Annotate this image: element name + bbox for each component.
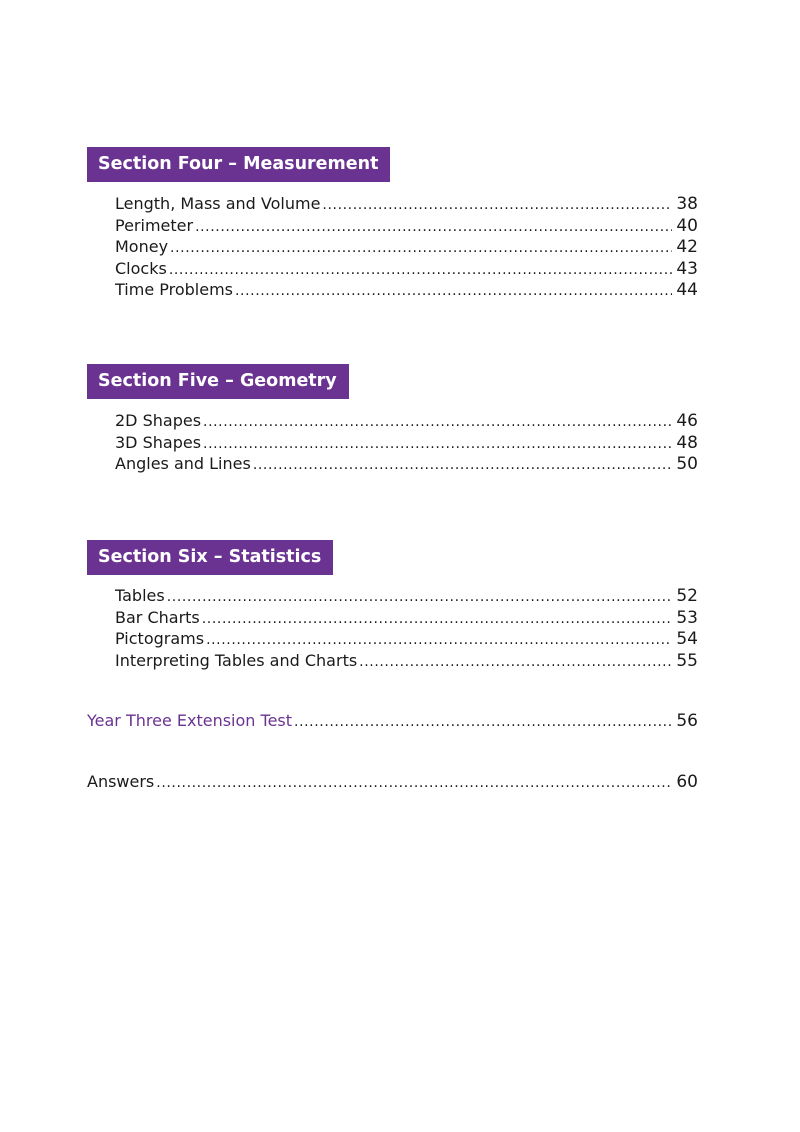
extension-test-label: Year Three Extension Test <box>87 711 293 730</box>
answers-entry[interactable] <box>87 771 698 793</box>
toc-entry[interactable] <box>115 628 698 650</box>
toc-entry[interactable] <box>115 236 698 258</box>
toc-entry-label: Clocks <box>115 258 167 278</box>
dot-leader <box>294 712 672 734</box>
section-four-list <box>115 193 698 301</box>
toc-entry-page: 54 <box>676 629 698 649</box>
toc-entry-page: 52 <box>676 586 698 606</box>
section-five-header: Section Five – Geometry <box>87 364 349 399</box>
dot-leader <box>195 217 672 239</box>
extension-test-entry[interactable] <box>87 710 698 732</box>
section-four-header: Section Four – Measurement <box>87 147 390 182</box>
toc-entry-label: Time Problems <box>115 280 233 299</box>
section-six-list <box>115 585 698 671</box>
dot-leader <box>206 630 672 652</box>
dot-leader <box>203 434 672 456</box>
toc-entry-page: 42 <box>676 237 698 257</box>
dot-leader <box>169 260 673 282</box>
toc-entry[interactable] <box>115 410 698 432</box>
toc-entry-label: Bar Charts <box>115 607 200 627</box>
dot-leader <box>156 773 672 795</box>
toc-entry[interactable] <box>115 258 698 280</box>
answers-page: 60 <box>676 772 698 792</box>
dot-leader <box>322 195 672 217</box>
toc-entry-page: 55 <box>676 650 698 671</box>
dot-leader <box>203 412 672 434</box>
toc-entry[interactable] <box>115 650 698 672</box>
dot-leader <box>167 587 673 609</box>
toc-entry-page: 40 <box>676 215 698 236</box>
toc-entry-label: Angles and Lines <box>115 454 251 473</box>
toc-entry[interactable] <box>115 432 698 454</box>
dot-leader <box>359 652 672 674</box>
toc-entry[interactable] <box>115 453 698 475</box>
dot-leader <box>253 455 673 477</box>
dot-leader <box>235 281 672 303</box>
toc-entry-page: 48 <box>676 432 698 453</box>
toc-entry-page: 53 <box>676 607 698 628</box>
toc-entry[interactable] <box>115 215 698 237</box>
toc-entry[interactable] <box>115 279 698 301</box>
toc-entry[interactable] <box>115 607 698 629</box>
toc-entry-label: 3D Shapes <box>115 432 202 452</box>
extension-test-page: 56 <box>676 711 698 731</box>
toc-entry-page: 44 <box>676 280 698 300</box>
toc-entry-label: Perimeter <box>115 215 194 235</box>
toc-entry[interactable] <box>115 193 698 215</box>
toc-entry-label: 2D Shapes <box>115 411 202 430</box>
dot-leader <box>202 609 673 631</box>
toc-entry[interactable] <box>115 585 698 607</box>
toc-entry-page: 43 <box>676 258 698 279</box>
toc-entry-page: 50 <box>676 454 698 474</box>
toc-entry-page: 46 <box>676 411 698 431</box>
toc-entry-label: Length, Mass and Volume <box>115 194 321 213</box>
section-six-header: Section Six – Statistics <box>87 540 333 575</box>
toc-entry-label: Money <box>115 237 169 256</box>
toc-entry-label: Pictograms <box>115 629 205 648</box>
toc-entry-label: Interpreting Tables and Charts <box>115 650 358 670</box>
toc-entry-page: 38 <box>676 194 698 214</box>
dot-leader <box>170 238 672 260</box>
answers-label: Answers <box>87 772 155 791</box>
section-five-list <box>115 410 698 475</box>
toc-entry-label: Tables <box>115 586 165 605</box>
